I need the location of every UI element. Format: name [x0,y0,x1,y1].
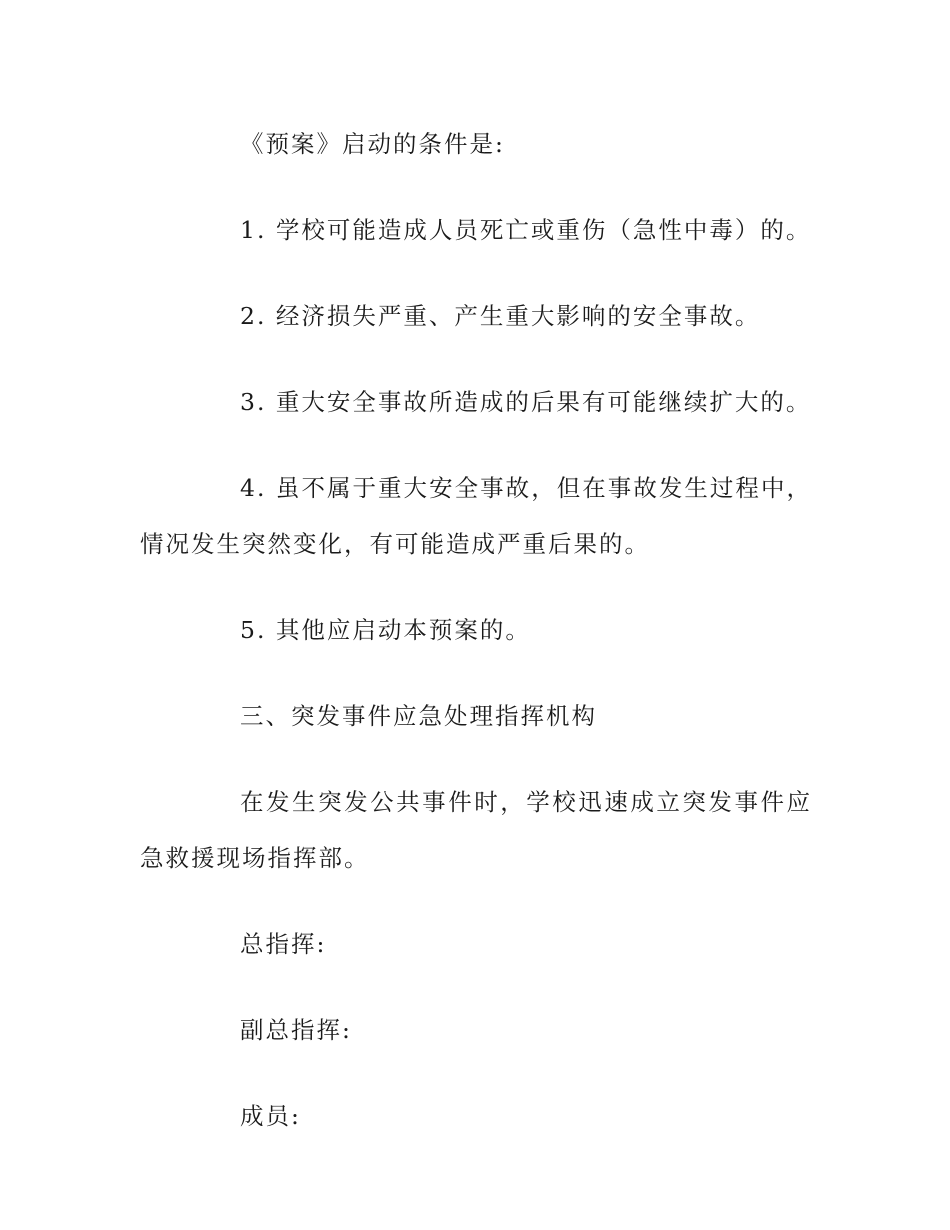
paragraph-condition-3: 3. 重大安全事故所造成的后果有可能继续扩大的。 [240,388,812,416]
paragraph-condition-1: 1. 学校可能造成人员死亡或重伤（急性中毒）的。 [240,216,812,244]
paragraph-deputy-commander: 副总指挥: [240,1016,352,1044]
paragraph-chief-commander: 总指挥: [240,930,327,958]
paragraph-condition-4: 4. 虽不属于重大安全事故，但在事故发生过程中，情况发生突然变化，有可能造成严重后果的。 [140,474,812,558]
paragraph-command-setup: 在发生突发公共事件时，学校迅速成立突发事件应急救援现场指挥部。 [140,788,812,872]
paragraph-condition-2: 2. 经济损失严重、产生重大影响的安全事故。 [240,302,761,330]
document-body [140,116,812,1174]
paragraph-members: 成员: [240,1102,301,1130]
paragraph-condition-5: 5. 其他应启动本预案的。 [240,616,531,644]
section-heading-command: 三、突发事件应急处理指挥机构 [240,702,597,730]
paragraph-activation-conditions: 《预案》启动的条件是: [240,130,505,158]
